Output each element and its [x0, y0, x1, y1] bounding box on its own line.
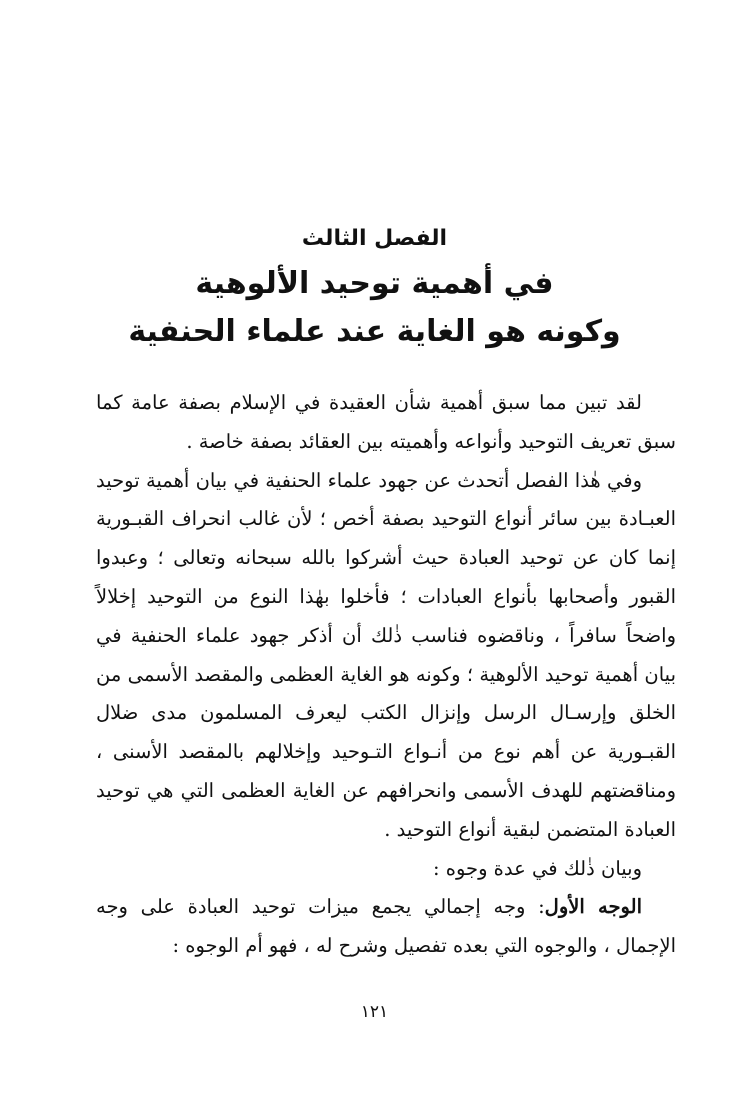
- paragraph-1: لقد تبين مما سبق أهمية شأن العقيدة في الإسلام بصفة عامة كما سبق تعريف التوحيد وأنواعه وأهميته بين العقائد بصفة خاصة .: [96, 391, 676, 453]
- first-aspect-text: : وجه إجمالي يجمع ميزات توحيد العبادة على وجه الإجمال ، والوجوه التي بعده تفصيل وشرح له ، فهو أم الوجوه :: [96, 895, 676, 958]
- paragraph-4: [96, 888, 676, 966]
- chapter-title-line-2: وكونه هو الغاية عند علماء الحنفية: [128, 314, 621, 349]
- body-text: [96, 384, 676, 966]
- paragraph-3: وبيان ذٰلك في عدة وجوه :: [432, 856, 642, 880]
- chapter-title-line-1: في أهمية توحيد الألوهية: [195, 266, 554, 301]
- paragraph-2: وفي هٰذا الفصل أتحدث عن جهود علماء الحنفية في بيان أهمية توحيد العبـادة بين سائر أنواع التوحيد بصفة أخص ؛ لأن غالب انحراف القبـورية إنما كان عن توحيد العبادة حيث أشركوا بالله سبحانه وتعالى ؛ وعبدوا القبور وأصحابها بأنواع العبادات ؛ فأخلوا بهٰذا النوع من التوحيد إخلالاً واضحاً سافراً ، وناقضوه فناسب ذٰلك أن أذكر جهود علماء الحنفية في بيان أهمية توحيد الألوهية ؛ وكونه هو الغاية العظمى والمقصد الأسمى من الخلق وإرسـال الرسل وإنزال الكتب ليعرف المسلمون مدى ضلال القبـورية عن أهم نوع من أنـواع التـوحيد وإخلالهم بالمقصد الأسنى ، ومناقضتهم للهدف الأسمى وانحرافهم عن الغاية العظمى التي هي توحيد العبادة المتضمن لبقية أنواع التوحيد .: [96, 468, 676, 841]
- first-aspect-label: الوجه الأول: [544, 895, 642, 919]
- chapter-label: الفصل الثالث: [301, 226, 448, 251]
- page-number: ١٢١: [360, 1002, 389, 1022]
